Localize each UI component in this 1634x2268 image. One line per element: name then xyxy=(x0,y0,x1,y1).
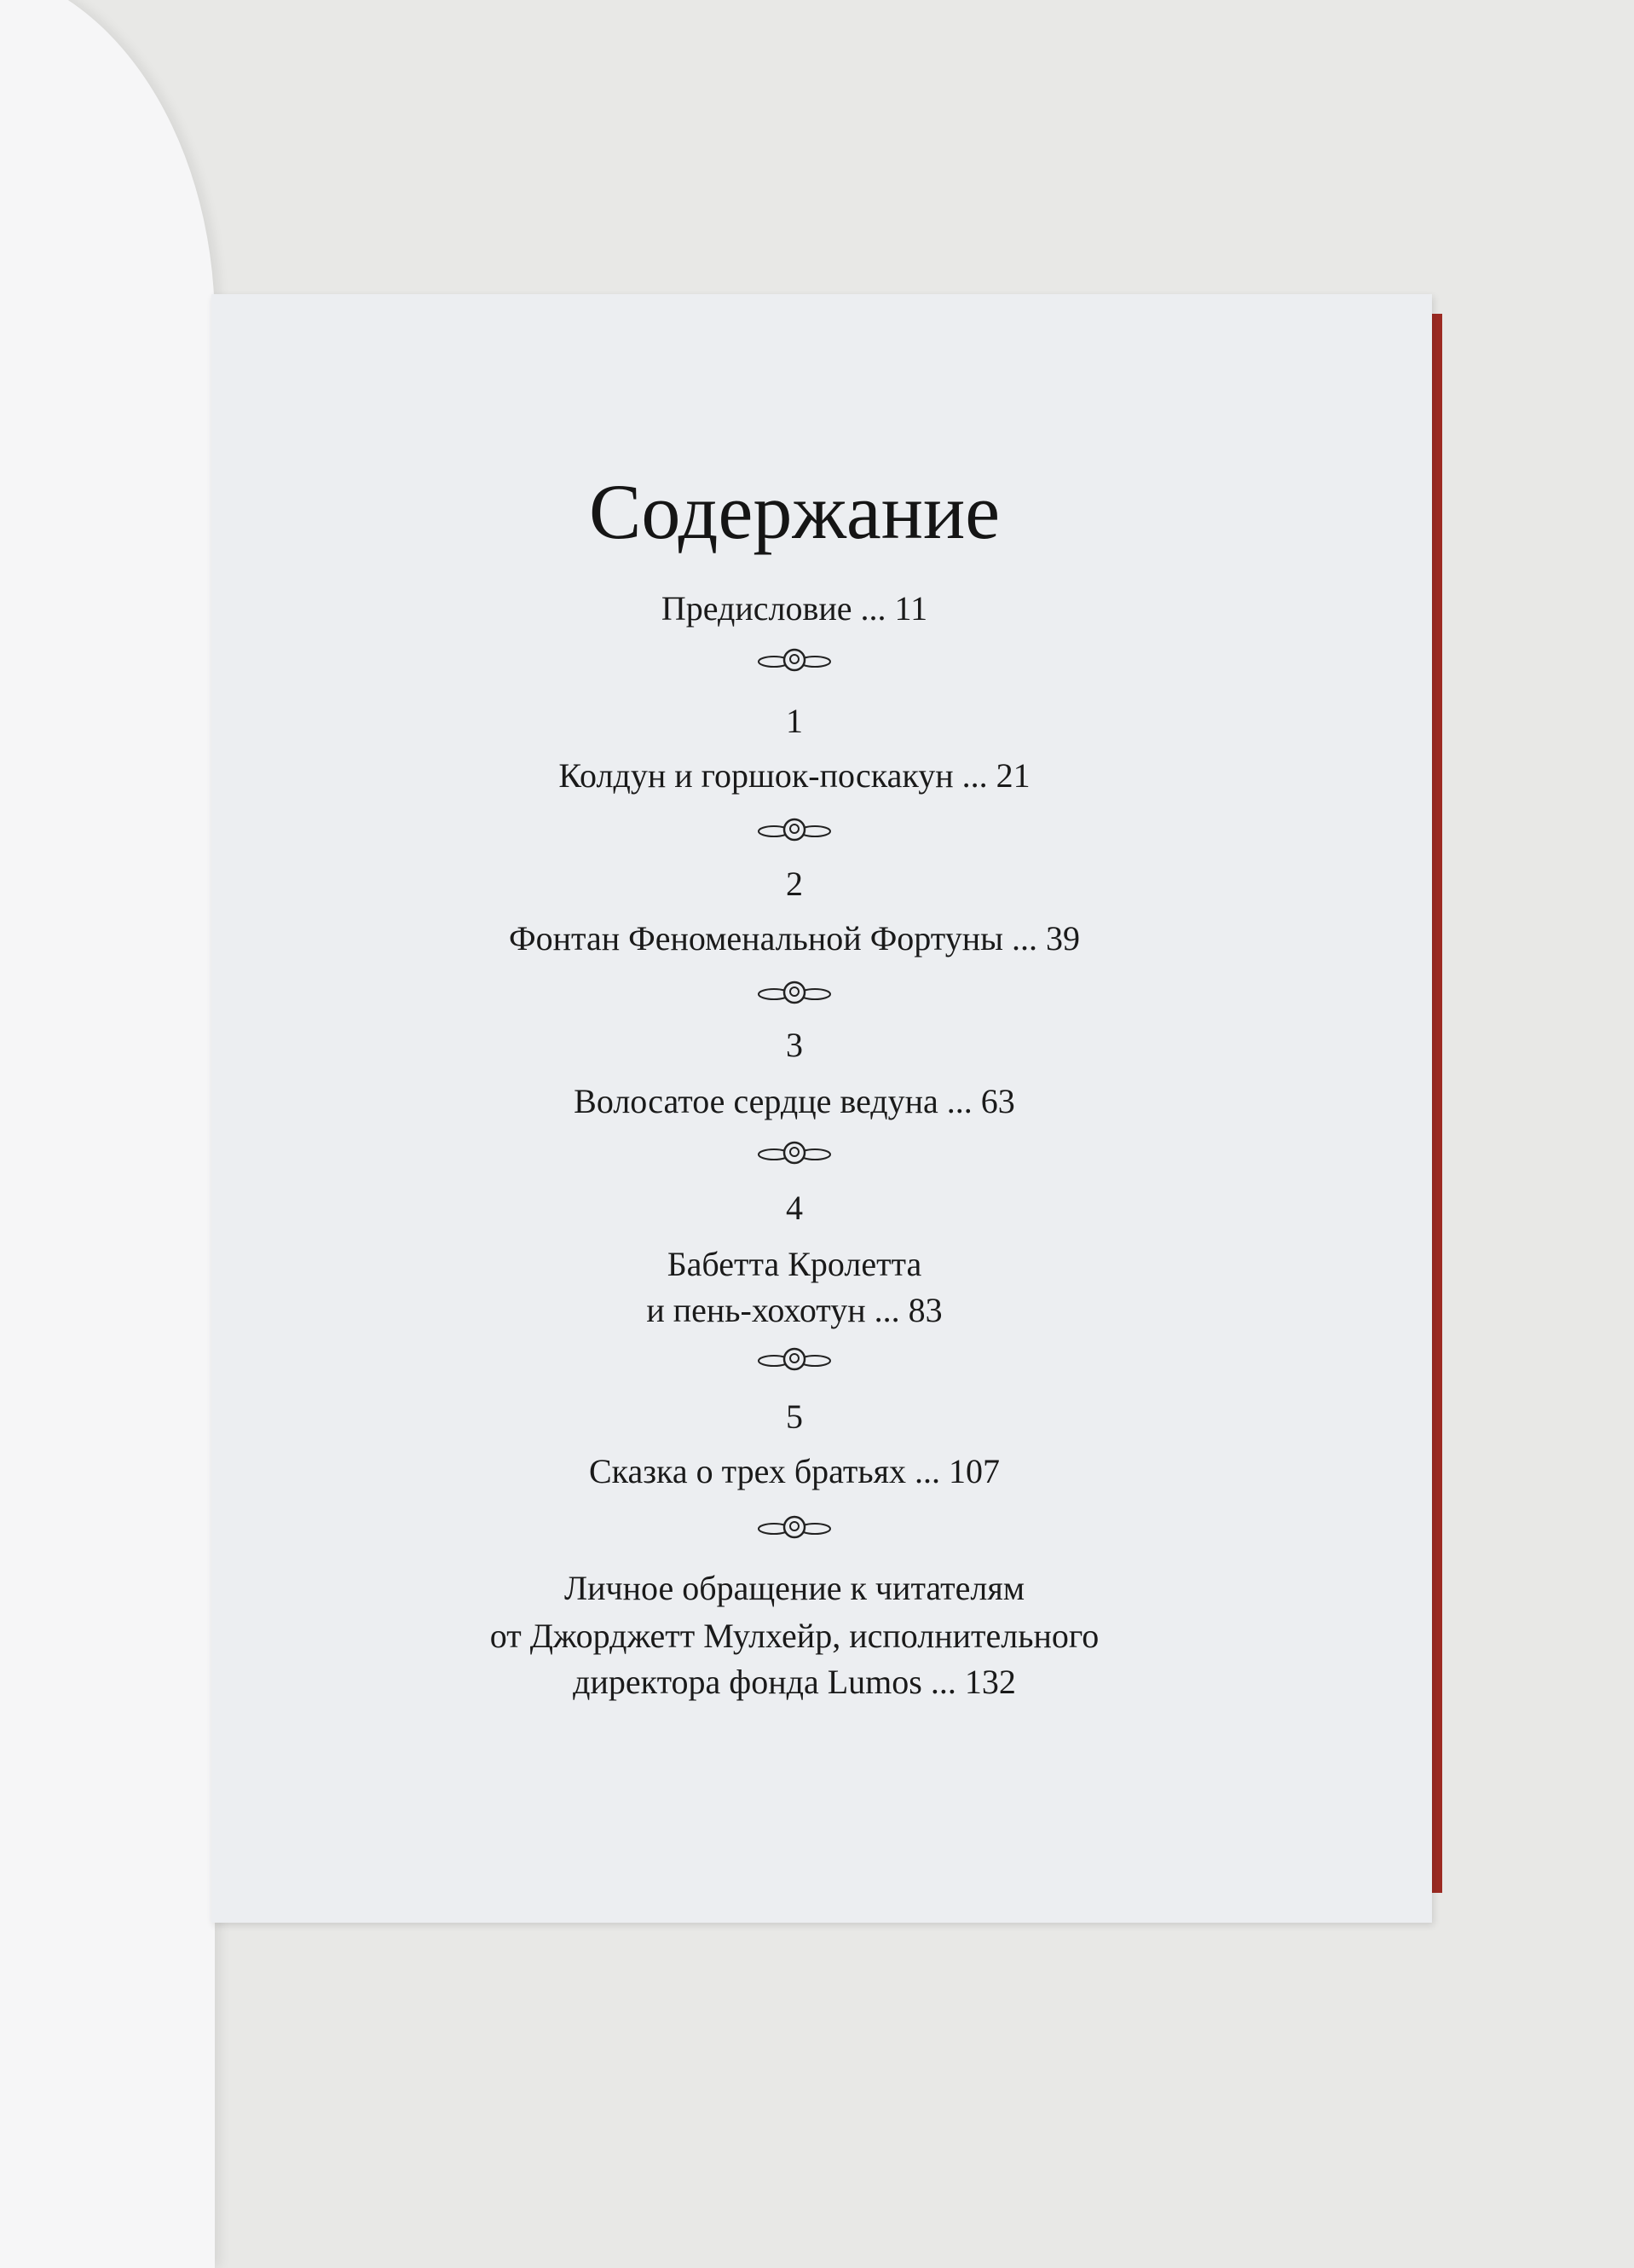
toc-letter-line-3: директора фонда Lumos ... 132 xyxy=(573,1663,1016,1701)
toc-preface: Предисловие ... 11 xyxy=(661,589,928,628)
toc-chapter-5: Сказка о трех братьях ... 107 xyxy=(588,1452,1001,1490)
rose-ornament-icon xyxy=(755,977,834,1008)
toc-number-3: 3 xyxy=(786,1026,803,1064)
rose-ornament-icon xyxy=(755,1137,834,1168)
toc-chapter-1: Колдун и горшок-поскакун ... 21 xyxy=(558,756,1031,795)
rose-ornament-icon xyxy=(755,814,834,845)
toc-letter-line-1: Личное обращение к читателям xyxy=(563,1569,1025,1607)
toc-letter-line-2: от Джорджетт Мулхейр, исполнительного xyxy=(489,1617,1100,1655)
page-title: Содержание xyxy=(588,468,1001,555)
toc-chapter-4-line-2: и пень-хохотун ... 83 xyxy=(646,1291,943,1329)
toc-chapter-4-line-1: Бабетта Кролетта xyxy=(667,1245,922,1283)
left-page xyxy=(0,0,215,2268)
toc-number-4: 4 xyxy=(786,1189,803,1227)
rose-ornament-icon xyxy=(755,645,834,675)
toc-chapter-3: Волосатое сердце ведуна ... 63 xyxy=(574,1082,1015,1120)
toc-number-5: 5 xyxy=(786,1397,803,1436)
toc-number-2: 2 xyxy=(786,865,803,903)
toc-number-1: 1 xyxy=(786,702,803,740)
toc-chapter-2: Фонтан Феноменальной Фортуны ... 39 xyxy=(508,919,1081,958)
rose-ornament-icon xyxy=(755,1344,834,1374)
rose-ornament-icon xyxy=(755,1512,834,1542)
